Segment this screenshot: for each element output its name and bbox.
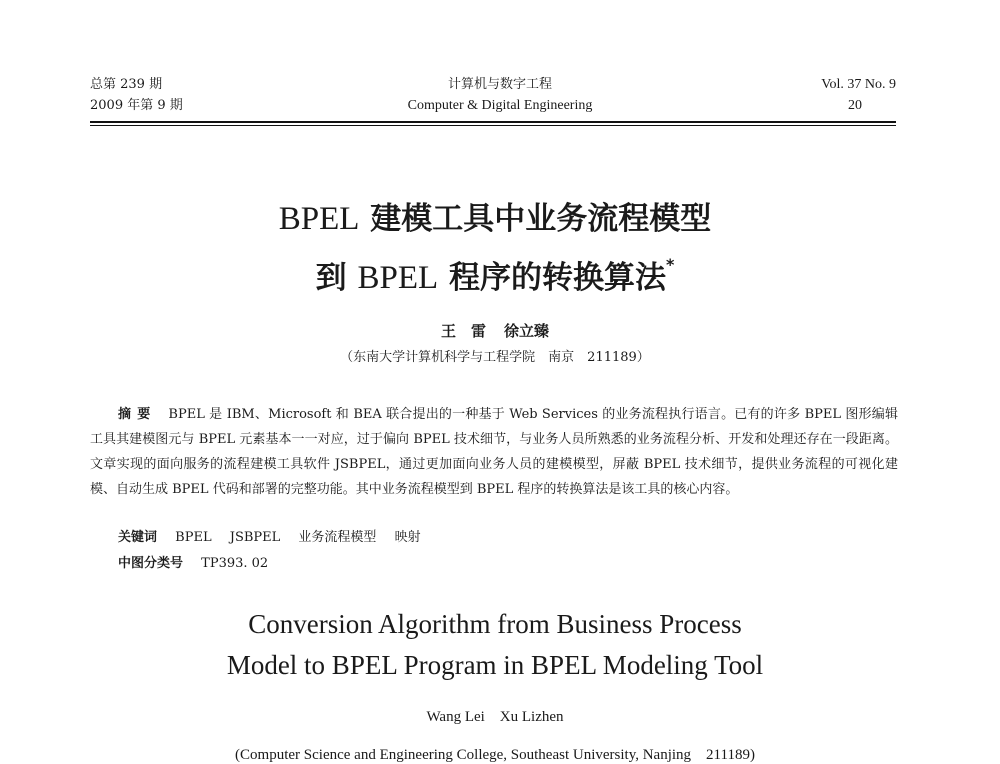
paper-title-en: [0, 604, 990, 686]
title-line-2: 到 BPEL 程序的转换算法*: [315, 255, 675, 296]
author-1: 王 雷: [440, 322, 486, 340]
keywords-label: 关键词: [118, 530, 158, 545]
keyword-item: 映射: [394, 530, 421, 545]
classification-number: [118, 552, 268, 571]
journal-name-cn: 计算机与数字工程: [447, 77, 552, 92]
abstract-label: 摘要: [118, 407, 157, 422]
issue-info: [90, 74, 183, 116]
affiliation-en: (Computer Science and Engineering College, Southeast University, Nanjing 211189): [235, 747, 755, 763]
journal-name: [340, 74, 660, 116]
authors-en: Wang Lei Xu Lizhen: [426, 709, 564, 725]
abstract-cn: [90, 402, 898, 502]
en-title-line-2: Model to BPEL Program in BPEL Modeling Tool: [226, 650, 764, 680]
keywords-cn: [118, 526, 421, 545]
affiliation-cn: （东南大学计算机科学与工程学院 南京 211189）: [340, 350, 650, 365]
author-2: 徐立臻: [504, 322, 550, 340]
keyword-item: JSBPEL: [229, 530, 281, 545]
page-number: 20: [848, 98, 862, 113]
journal-name-en: Computer & Digital Engineering: [407, 98, 593, 113]
volume-number: Vol. 37 No. 9: [821, 77, 896, 92]
keyword-item: BPEL: [175, 530, 212, 545]
title-line-1: BPEL 建模工具中业务流程模型: [278, 201, 712, 237]
volume-info: [821, 74, 896, 116]
classification-value: TP393. 02: [201, 556, 269, 571]
title-footnote-marker: *: [665, 255, 675, 274]
authors-cn: [0, 320, 990, 341]
year-issue: 2009 年第 9 期: [90, 98, 183, 113]
classification-label: 中图分类号: [118, 556, 184, 571]
total-issue: 总第 239 期: [90, 77, 163, 92]
keyword-item: 业务流程模型: [298, 530, 377, 545]
paper-title-cn: [0, 196, 990, 301]
en-title-line-1: Conversion Algorithm from Business Process: [248, 609, 742, 639]
header-rule-thick: [90, 121, 896, 123]
abstract-text: BPEL 是 IBM、Microsoft 和 BEA 联合提出的一种基于 Web Services 的业务流程执行语言。已有的许多 BPEL 图形编辑工具其建模图元与 BPEL 元素基本一一对应，过于偏向 BPEL 技术细节，与业务人员所熟悉的业务流程分析、开发和处理还存在一段距离。文章实现的面向服务的流程建模工具软件 JSBPEL，通过更加面向业务人员的建模模型，屏蔽 BPEL 技术细节，提供业务流程的可视化建模、自动生成 BPEL 代码和部署的完整功能。其中业务流程模型到 BPEL 程序的转换算法是该工具的核心内容。: [90, 407, 898, 497]
header-rule-thin: [90, 125, 896, 126]
